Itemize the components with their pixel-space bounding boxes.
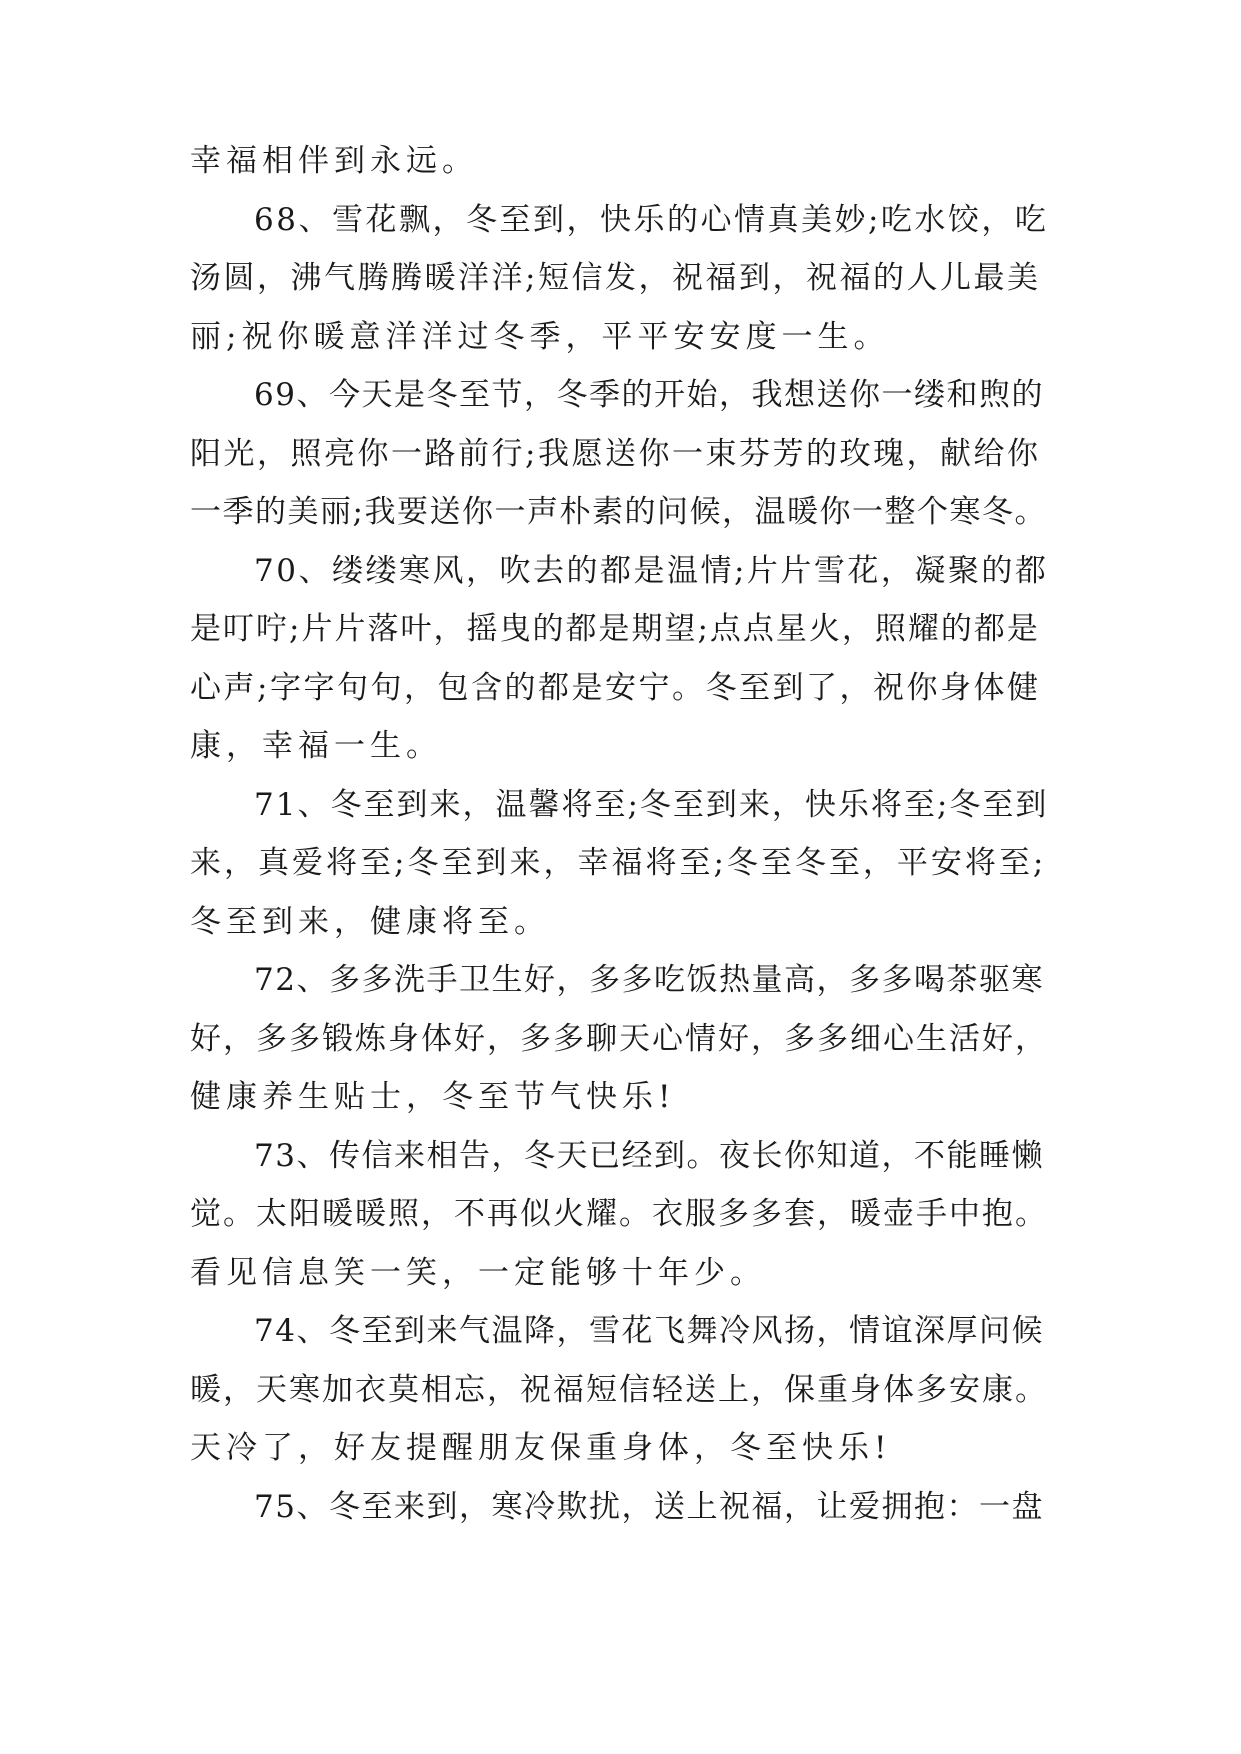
text-line: 73、传信来相告，冬天已经到。夜长你知道，不能睡懒 xyxy=(254,1137,1044,1174)
text-line: 冬至到来，健康将至。 xyxy=(190,903,550,940)
text-line: 74、冬至到来气温降，雪花飞舞冷风扬，情谊深厚问候 xyxy=(254,1313,1044,1349)
text-line: 一季的美丽;我要送你一声朴素的问候，温暖你一整个寒冬。 xyxy=(190,494,1047,530)
text-line: 68、雪花飘，冬至到，快乐的心情真美妙;吃水饺，吃 xyxy=(254,201,1049,238)
text-line: 71、冬至到来，温馨将至;冬至到来，快乐将至;冬至到 xyxy=(254,786,1049,823)
text-line: 72、多多洗手卫生好，多多吃饭热量高，多多喝茶驱寒 xyxy=(254,962,1044,998)
text-line: 好，多多锻炼身体好，多多聊天心情好，多多细心生活好， xyxy=(190,1020,1048,1057)
text-line: 暖，天寒加衣莫相忘，祝福短信轻送上，保重身体多安康。 xyxy=(190,1371,1048,1408)
text-line: 69、今天是冬至节，冬季的开始，我想送你一缕和煦的 xyxy=(254,377,1044,413)
text-line: 心声;字字句句，包含的都是安宁。冬至到了，祝你身体健 xyxy=(190,669,1041,706)
text-line: 汤圆，沸气腾腾暖洋洋;短信发，祝福到，祝福的人儿最美 xyxy=(190,260,1041,296)
text-line: 觉。太阳暖暖照，不再似火耀。衣服多多套，暖壶手中抱。 xyxy=(190,1196,1048,1232)
text-line: 看见信息笑一笑，一定能够十年少。 xyxy=(190,1254,766,1291)
text-line: 康，幸福一生。 xyxy=(190,728,442,764)
text-line: 健康养生贴士，冬至节气快乐! xyxy=(190,1079,676,1115)
text-line: 来，真爱将至;冬至到来，幸福将至;冬至冬至，平安将至; xyxy=(190,845,1047,881)
text-line: 是叮咛;片片落叶，摇曳的都是期望;点点星火，照耀的都是 xyxy=(190,611,1040,647)
text-line: 阳光，照亮你一路前行;我愿送你一束芬芳的玫瑰，献给你 xyxy=(190,435,1041,472)
text-line: 75、冬至来到，寒冷欺扰，送上祝福，让爱拥抱：一盘 xyxy=(254,1488,1044,1525)
text-line: 天冷了，好友提醒朋友保重身体，冬至快乐! xyxy=(190,1430,892,1466)
document-body xyxy=(190,132,1050,1536)
text-line: 70、缕缕寒风，吹去的都是温情;片片雪花，凝聚的都 xyxy=(254,552,1049,589)
text-line: 幸福相伴到永远。 xyxy=(190,143,478,179)
text-line: 丽;祝你暖意洋洋过冬季，平平安安度一生。 xyxy=(190,318,890,355)
